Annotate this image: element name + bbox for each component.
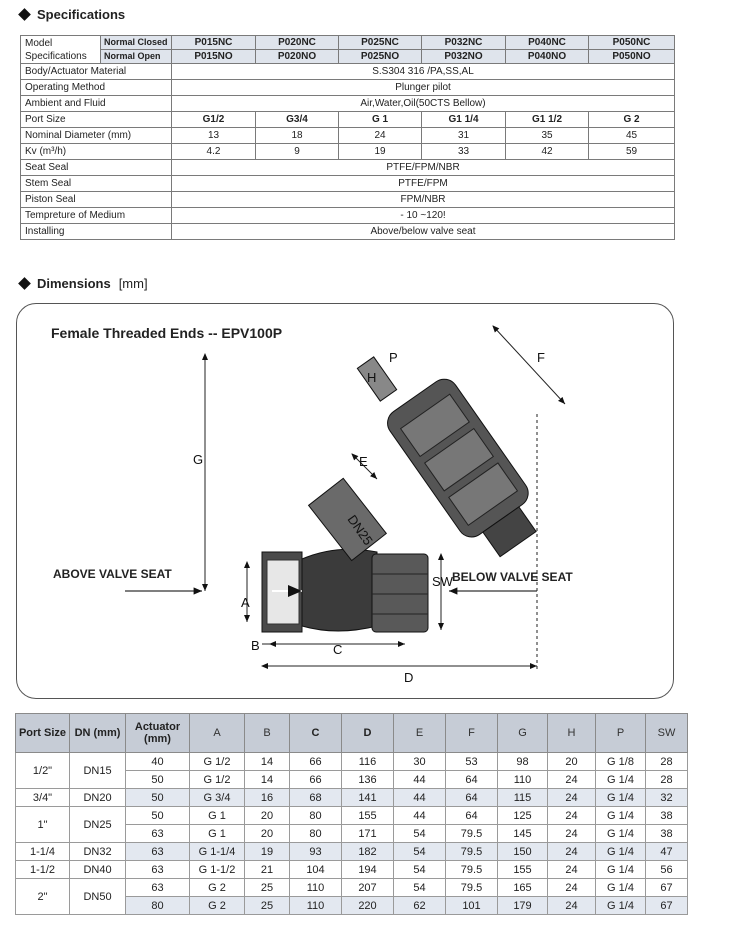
table-cell: 28 <box>646 771 688 789</box>
diameter-cell: 24 <box>339 128 422 144</box>
table-cell: 24 <box>548 807 596 825</box>
table-cell: 66 <box>290 771 342 789</box>
table-cell: G 2 <box>190 897 245 915</box>
table-cell: 16 <box>245 789 290 807</box>
dimensions-heading <box>20 276 148 291</box>
table-cell: 98 <box>498 753 548 771</box>
table-cell: 110 <box>290 897 342 915</box>
table-cell: 14 <box>245 753 290 771</box>
table-cell: G 1/4 <box>596 825 646 843</box>
nc-model-cell: P040NC <box>506 36 589 50</box>
above-valve-seat-label: ABOVE VALVE SEAT <box>53 567 172 581</box>
no-model-cell: P050NO <box>589 50 675 64</box>
table-cell: G 3/4 <box>190 789 245 807</box>
specifications-table <box>20 35 675 240</box>
spec-label: Tempreture of Medium <box>21 208 172 224</box>
spec-label: Piston Seal <box>21 192 172 208</box>
table-cell: 207 <box>342 879 394 897</box>
spec-header-no-row <box>21 50 675 64</box>
table-cell: 64 <box>446 807 498 825</box>
col-header: F <box>446 714 498 753</box>
table-cell: 220 <box>342 897 394 915</box>
table-cell: 67 <box>646 897 688 915</box>
col-header: P <box>596 714 646 753</box>
spec-row-seat-seal <box>21 160 675 176</box>
table-cell: 79.5 <box>446 825 498 843</box>
dim-label-e: E <box>359 454 368 469</box>
port-size-cell: 1" <box>16 807 70 843</box>
spec-row-port-size <box>21 112 675 128</box>
valve-drawing <box>17 304 673 698</box>
port-size-cell: 1/2" <box>16 753 70 789</box>
col-header: SW <box>646 714 688 753</box>
table-cell: 32 <box>646 789 688 807</box>
drawing-title: Female Threaded Ends -- EPV100P <box>51 325 283 341</box>
diameter-cell: 31 <box>422 128 506 144</box>
table-cell: G 1/4 <box>596 789 646 807</box>
table-cell: 50 <box>126 789 190 807</box>
table-cell: G 1-1/4 <box>190 843 245 861</box>
table-cell: 179 <box>498 897 548 915</box>
table-row <box>16 807 688 825</box>
model-spec-label: Model Specifications <box>21 36 101 64</box>
table-cell: 63 <box>126 825 190 843</box>
diameter-cell: 13 <box>172 128 256 144</box>
spec-row-ambient <box>21 96 675 112</box>
col-header: E <box>394 714 446 753</box>
table-cell: G 1/4 <box>596 861 646 879</box>
table-cell: 20 <box>245 825 290 843</box>
spec-label: Installing <box>21 224 172 240</box>
spec-label: Ambient and Fluid <box>21 96 172 112</box>
valve-actuator <box>382 374 551 567</box>
table-cell: 30 <box>394 753 446 771</box>
table-cell: 24 <box>548 861 596 879</box>
kv-cell: 59 <box>589 144 675 160</box>
table-cell: 56 <box>646 861 688 879</box>
spec-row-temperature <box>21 208 675 224</box>
table-cell: 80 <box>290 825 342 843</box>
port-size-cell: 3/4" <box>16 789 70 807</box>
table-cell: 136 <box>342 771 394 789</box>
no-model-cell: P040NO <box>506 50 589 64</box>
normal-open-label: Normal Open <box>101 50 172 64</box>
spec-row-stem-seal <box>21 176 675 192</box>
table-cell: 93 <box>290 843 342 861</box>
spec-value: Plunger pilot <box>172 80 675 96</box>
kv-cell: 42 <box>506 144 589 160</box>
table-cell: G 1/2 <box>190 771 245 789</box>
drawing-frame <box>16 303 674 699</box>
table-cell: 44 <box>394 771 446 789</box>
table-cell: 50 <box>126 807 190 825</box>
spec-label: Operating Method <box>21 80 172 96</box>
diamond-bullet-icon <box>18 277 31 290</box>
table-cell: G 2 <box>190 879 245 897</box>
body-marking: DN25 <box>344 512 376 548</box>
col-header: A <box>190 714 245 753</box>
dimensions-table <box>15 713 688 915</box>
table-cell: 20 <box>548 753 596 771</box>
dim-label-b: B <box>251 638 260 653</box>
port-size-cell: G1 1/2 <box>506 112 589 128</box>
table-cell: 14 <box>245 771 290 789</box>
spec-value: PTFE/FPM <box>172 176 675 192</box>
table-cell: G 1 <box>190 825 245 843</box>
table-row <box>16 789 688 807</box>
table-cell: G 1/4 <box>596 897 646 915</box>
col-header: H <box>548 714 596 753</box>
table-cell: 66 <box>290 753 342 771</box>
spec-label: Stem Seal <box>21 176 172 192</box>
table-cell: 63 <box>126 843 190 861</box>
col-header: C <box>290 714 342 753</box>
table-cell: 24 <box>548 789 596 807</box>
table-cell: 79.5 <box>446 879 498 897</box>
dn-cell: DN25 <box>70 807 126 843</box>
table-row <box>16 843 688 861</box>
table-cell: 20 <box>245 807 290 825</box>
table-cell: 80 <box>290 807 342 825</box>
table-cell: 54 <box>394 861 446 879</box>
below-valve-seat-label: BELOW VALVE SEAT <box>452 570 573 584</box>
table-cell: G 1/4 <box>596 843 646 861</box>
nc-model-cell: P032NC <box>422 36 506 50</box>
nc-model-cell: P015NC <box>172 36 256 50</box>
dim-label-p: P <box>389 350 398 365</box>
spec-row-nominal-diameter <box>21 128 675 144</box>
spec-value: PTFE/FPM/NBR <box>172 160 675 176</box>
dim-label-d: D <box>404 670 414 685</box>
table-cell: 63 <box>126 861 190 879</box>
table-cell: 79.5 <box>446 843 498 861</box>
spec-row-kv <box>21 144 675 160</box>
kv-cell: 33 <box>422 144 506 160</box>
table-cell: 44 <box>394 807 446 825</box>
spec-label: Seat Seal <box>21 160 172 176</box>
dimensions-title: Dimensions <box>37 276 111 291</box>
table-cell: 24 <box>548 843 596 861</box>
col-header: D <box>342 714 394 753</box>
port-size-cell: G1/2 <box>172 112 256 128</box>
spec-row-piston-seal <box>21 192 675 208</box>
spec-label: Nominal Diameter (mm) <box>21 128 172 144</box>
dim-label-h: H <box>367 370 377 385</box>
kv-cell: 4.2 <box>172 144 256 160</box>
table-cell: 64 <box>446 771 498 789</box>
table-cell: 171 <box>342 825 394 843</box>
table-cell: G 1/4 <box>596 807 646 825</box>
dim-label-sw: SW <box>432 574 453 589</box>
col-header: B <box>245 714 290 753</box>
table-cell: G 1/4 <box>596 879 646 897</box>
port-size-cell: 1-1/4 <box>16 843 70 861</box>
port-size-cell: G1 1/4 <box>422 112 506 128</box>
table-cell: G 1/8 <box>596 753 646 771</box>
port-size-cell: G3/4 <box>256 112 339 128</box>
port-size-cell: G 2 <box>589 112 675 128</box>
valve-body <box>262 549 428 632</box>
table-cell: 165 <box>498 879 548 897</box>
specifications-heading <box>20 7 125 22</box>
port-size-cell: 2" <box>16 879 70 915</box>
diameter-cell: 35 <box>506 128 589 144</box>
spec-value: FPM/NBR <box>172 192 675 208</box>
diamond-bullet-icon <box>18 8 31 21</box>
table-cell: 63 <box>126 879 190 897</box>
table-cell: 24 <box>548 825 596 843</box>
col-header: Port Size <box>16 714 70 753</box>
spec-value: S.S304 316 /PA,SS,AL <box>172 64 675 80</box>
dim-label-c: C <box>333 642 343 657</box>
table-cell: 54 <box>394 879 446 897</box>
table-cell: 53 <box>446 753 498 771</box>
dn-cell: DN50 <box>70 879 126 915</box>
table-cell: 110 <box>498 771 548 789</box>
dim-label-a: A <box>241 595 250 610</box>
spec-row-installing <box>21 224 675 240</box>
table-cell: 62 <box>394 897 446 915</box>
table-cell: 44 <box>394 789 446 807</box>
table-cell: 25 <box>245 879 290 897</box>
dn-cell: DN15 <box>70 753 126 789</box>
dim-label-g: G <box>193 452 204 467</box>
table-cell: 182 <box>342 843 394 861</box>
table-cell: 104 <box>290 861 342 879</box>
table-cell: 54 <box>394 843 446 861</box>
table-cell: 28 <box>646 753 688 771</box>
table-cell: 40 <box>126 753 190 771</box>
spec-header-nc-row <box>21 36 675 50</box>
dimensions-table-body <box>16 753 688 915</box>
kv-cell: 9 <box>256 144 339 160</box>
nc-model-cell: P025NC <box>339 36 422 50</box>
port-size-cell: G 1 <box>339 112 422 128</box>
table-cell: 25 <box>245 897 290 915</box>
spec-value: Above/below valve seat <box>172 224 675 240</box>
table-cell: 68 <box>290 789 342 807</box>
spec-label: Port Size <box>21 112 172 128</box>
col-header: DN (mm) <box>70 714 126 753</box>
table-cell: 79.5 <box>446 861 498 879</box>
table-cell: 47 <box>646 843 688 861</box>
dimensions-unit: [mm] <box>118 276 148 291</box>
table-cell: 101 <box>446 897 498 915</box>
diameter-cell: 18 <box>256 128 339 144</box>
table-cell: 19 <box>245 843 290 861</box>
dn-cell: DN20 <box>70 789 126 807</box>
dimensions-header-row <box>16 714 688 753</box>
table-cell: 194 <box>342 861 394 879</box>
no-model-cell: P032NO <box>422 50 506 64</box>
no-model-cell: P015NO <box>172 50 256 64</box>
spec-row-operating-method <box>21 80 675 96</box>
table-cell: 54 <box>394 825 446 843</box>
col-header: G <box>498 714 548 753</box>
table-cell: G 1 <box>190 807 245 825</box>
spec-value: - 10 ~120! <box>172 208 675 224</box>
table-row <box>16 861 688 879</box>
table-cell: 141 <box>342 789 394 807</box>
table-cell: 24 <box>548 771 596 789</box>
dn-cell: DN40 <box>70 861 126 879</box>
table-row <box>16 879 688 897</box>
table-cell: 155 <box>498 861 548 879</box>
table-cell: G 1/4 <box>596 771 646 789</box>
table-cell: 24 <box>548 879 596 897</box>
spec-label: Kv (m³/h) <box>21 144 172 160</box>
table-cell: 150 <box>498 843 548 861</box>
nc-model-cell: P020NC <box>256 36 339 50</box>
table-cell: 21 <box>245 861 290 879</box>
port-size-cell: 1-1/2 <box>16 861 70 879</box>
dn-cell: DN32 <box>70 843 126 861</box>
table-row <box>16 753 688 771</box>
spec-value: Air,Water,Oil(50CTS Bellow) <box>172 96 675 112</box>
table-cell: 115 <box>498 789 548 807</box>
table-cell: 116 <box>342 753 394 771</box>
diameter-cell: 45 <box>589 128 675 144</box>
specifications-title: Specifications <box>37 7 126 22</box>
table-cell: 67 <box>646 879 688 897</box>
table-cell: 38 <box>646 807 688 825</box>
no-model-cell: P025NO <box>339 50 422 64</box>
table-cell: 24 <box>548 897 596 915</box>
table-cell: 145 <box>498 825 548 843</box>
table-cell: 50 <box>126 771 190 789</box>
dim-label-f: F <box>537 350 545 365</box>
table-cell: 125 <box>498 807 548 825</box>
table-cell: G 1/2 <box>190 753 245 771</box>
no-model-cell: P020NO <box>256 50 339 64</box>
table-cell: 64 <box>446 789 498 807</box>
table-cell: 38 <box>646 825 688 843</box>
col-header: Actuator (mm) <box>126 714 190 753</box>
spec-label: Body/Actuator Material <box>21 64 172 80</box>
normal-closed-label: Normal Closed <box>101 36 172 50</box>
spec-row-body-material <box>21 64 675 80</box>
table-cell: 110 <box>290 879 342 897</box>
kv-cell: 19 <box>339 144 422 160</box>
table-cell: G 1-1/2 <box>190 861 245 879</box>
nc-model-cell: P050NC <box>589 36 675 50</box>
table-cell: 155 <box>342 807 394 825</box>
table-cell: 80 <box>126 897 190 915</box>
